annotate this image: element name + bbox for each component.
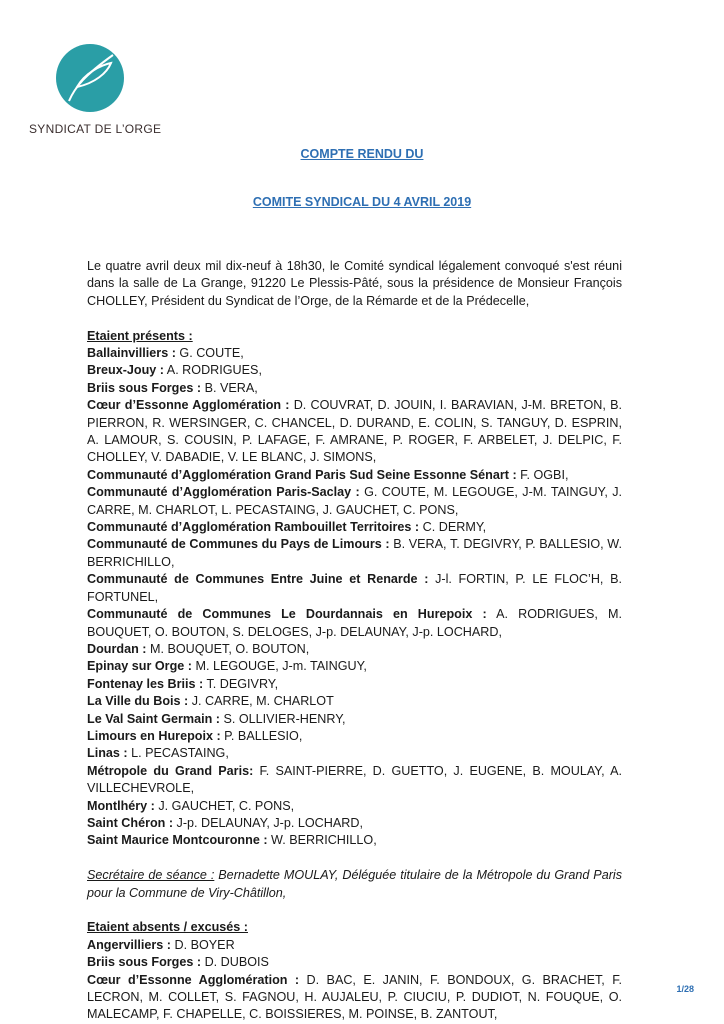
delegate-names: F. OGBI, (516, 467, 569, 482)
page-number: 1/28 (676, 984, 694, 994)
attendee-entry (87, 763, 622, 798)
attendee-entry (87, 832, 622, 849)
delegate-names: J. CARRE, M. CHARLOT (188, 694, 334, 709)
member-organization: Ballainvilliers : (87, 346, 176, 361)
attendee-entry (87, 641, 622, 658)
document-body (87, 258, 622, 1024)
member-organization: Fontenay les Briis : (87, 676, 204, 691)
member-organization: Breux-Jouy : (87, 363, 164, 378)
member-organization: Saint Maurice Montcouronne : (87, 833, 268, 848)
member-organization: La Ville du Bois : (87, 694, 189, 709)
member-organization: Dourdan : (87, 641, 147, 656)
attendee-entry (87, 362, 622, 379)
member-organization: Communauté d’Agglomération Paris-Saclay : (87, 485, 360, 500)
leaf-logo-icon (55, 43, 125, 113)
delegate-names: J-p. DELAUNAY, J-p. LOCHARD, (173, 815, 363, 830)
attendee-entry (87, 676, 622, 693)
attendee-entry (87, 380, 622, 397)
delegate-names: P. BALLESIO, (220, 728, 303, 743)
delegate-names: G. COUTE, (175, 346, 244, 361)
attendee-entry (87, 937, 622, 954)
attendee-entry (87, 728, 622, 745)
delegate-names: A. RODRIGUES, M. BOUQUET, O. BOUTON, S. DELOGES, J-p. DELAUNAY, J-p. LOCHARD, (87, 607, 622, 639)
delegate-names: T. DEGIVRY, (203, 676, 279, 691)
member-organization: Limours en Hurepoix : (87, 728, 221, 743)
present-list (87, 345, 622, 850)
member-organization: Communauté de Communes du Pays de Limours : (87, 537, 390, 552)
member-organization: Cœur d’Essonne Agglomération : (87, 972, 300, 987)
attendee-entry (87, 397, 622, 467)
document-title: COMPTE RENDU DU (300, 147, 424, 161)
attendee-entry (87, 972, 622, 1024)
delegate-names: J. GAUCHET, C. PONS, (154, 798, 295, 813)
delegate-names: D. DUBOIS (201, 955, 269, 970)
attendee-entry (87, 745, 622, 762)
attendee-entry (87, 606, 622, 641)
attendee-entry (87, 467, 622, 484)
present-heading: Etaient présents : (87, 328, 193, 343)
document-subtitle: COMITE SYNDICAL DU 4 AVRIL 2019 (252, 195, 472, 209)
attendee-entry (87, 519, 622, 536)
delegate-names: M. LEGOUGE, J-m. TAINGUY, (191, 659, 367, 674)
attendee-entry (87, 711, 622, 728)
secretary-text: Bernadette MOULAY, Déléguée titulaire de la Métropole du Grand Paris pour la Commune de Viry-Châtillon, (87, 868, 622, 900)
delegate-names: J-l. FORTIN, P. LE FLOC’H, B. FORTUNEL, (87, 572, 622, 604)
attendee-entry (87, 536, 622, 571)
logo-text: SYNDICAT DE L’ORGE (29, 122, 162, 136)
member-organization: Linas : (87, 746, 128, 761)
attendee-entry (87, 571, 622, 606)
member-organization: Montlhéry : (87, 798, 155, 813)
member-organization: Communauté de Communes Entre Juine et Renarde : (87, 572, 429, 587)
delegate-names: D. COUVRAT, D. JOUIN, I. BARAVIAN, J-M. BRETON, B. PIERRON, R. WERSINGER, C. CHANCEL, D. DURAND, E. COLIN, S. TANGUY, D. ESPRIN, A. LAMOUR, S. COUSIN, P. LAFAGE, F. AMRANE, P. ROGER, F. ARBELET, J. DELPIC, F. CHOLLEY, V. DABADIE, V. LE BLANC, J. SIMONS, (87, 398, 622, 465)
absent-list (87, 937, 622, 1024)
attendee-entry (87, 693, 622, 710)
attendee-entry (87, 815, 622, 832)
member-organization: Briis sous Forges : (87, 380, 202, 395)
member-organization: Communauté de Communes Le Dourdannais en Hurepoix : (87, 607, 487, 622)
delegate-names: F. SAINT-PIERRE, D. GUETTO, J. EUGENE, B. MOULAY, A. VILLECHEVROLE, (87, 763, 622, 796)
delegate-names: B. VERA, (201, 380, 258, 395)
member-organization: Le Val Saint Germain : (87, 711, 220, 726)
attendee-entry (87, 345, 622, 362)
delegate-names: D. BOYER (171, 937, 235, 952)
delegate-names: D. BAC, E. JANIN, F. BONDOUX, G. BRACHET, F. LECRON, M. COLLET, S. FAGNOU, H. AUJALEU, P. CIUCIU, P. DUDIOT, N. FOUQUE, O. MALECAMP, F. CHAPELLE, C. BOISSIERES, M. POINSE, B. ZANTOUT, (87, 972, 622, 1022)
absent-heading: Etaient absents / excusés : (87, 920, 248, 935)
member-organization: Communauté d’Agglomération Rambouillet Territoires : (87, 520, 420, 535)
delegate-names: L. PECASTAING, (127, 746, 229, 761)
attendee-entry (87, 954, 622, 971)
delegate-names: W. BERRICHILLO, (267, 833, 377, 848)
member-organization: Communauté d’Agglomération Grand Paris Sud Seine Essonne Sénart : (87, 467, 517, 482)
secretary-label: Secrétaire de séance : (87, 868, 215, 883)
member-organization: Saint Chéron : (87, 815, 174, 830)
member-organization: Epinay sur Orge : (87, 659, 192, 674)
delegate-names: S. OLLIVIER-HENRY, (219, 711, 346, 726)
attendee-entry (87, 798, 622, 815)
delegate-names: C. DERMY, (419, 520, 487, 535)
intro-paragraph: Le quatre avril deux mil dix-neuf à 18h30, le Comité syndical légalement convoqué s'est réuni dans la salle de La Grange, 91220 Le Plessis-Pâté, sous la présidence de Monsieur François CHOLLEY, Président du Syndicat de l’Orge, de la Rémarde et de la Prédecelle, (87, 259, 622, 308)
delegate-names: M. BOUQUET, O. BOUTON, (146, 641, 310, 656)
delegate-names: G. COUTE, M. LEGOUGE, J-M. TAINGUY, J. CARRE, M. CHARLOT, L. PECASTAING, J. GAUCHET, C. PONS, (87, 485, 622, 517)
attendee-entry (87, 658, 622, 675)
member-organization: Métropole du Grand Paris: (87, 763, 254, 778)
attendee-entry (87, 484, 622, 519)
member-organization: Cœur d’Essonne Agglomération : (87, 398, 290, 413)
member-organization: Briis sous Forges : (87, 955, 202, 970)
delegate-names: B. VERA, T. DEGIVRY, P. BALLESIO, W. BERRICHILLO, (87, 537, 622, 569)
delegate-names: A. RODRIGUES, (163, 363, 262, 378)
secretary-paragraph (87, 867, 622, 902)
member-organization: Angervilliers : (87, 937, 171, 952)
